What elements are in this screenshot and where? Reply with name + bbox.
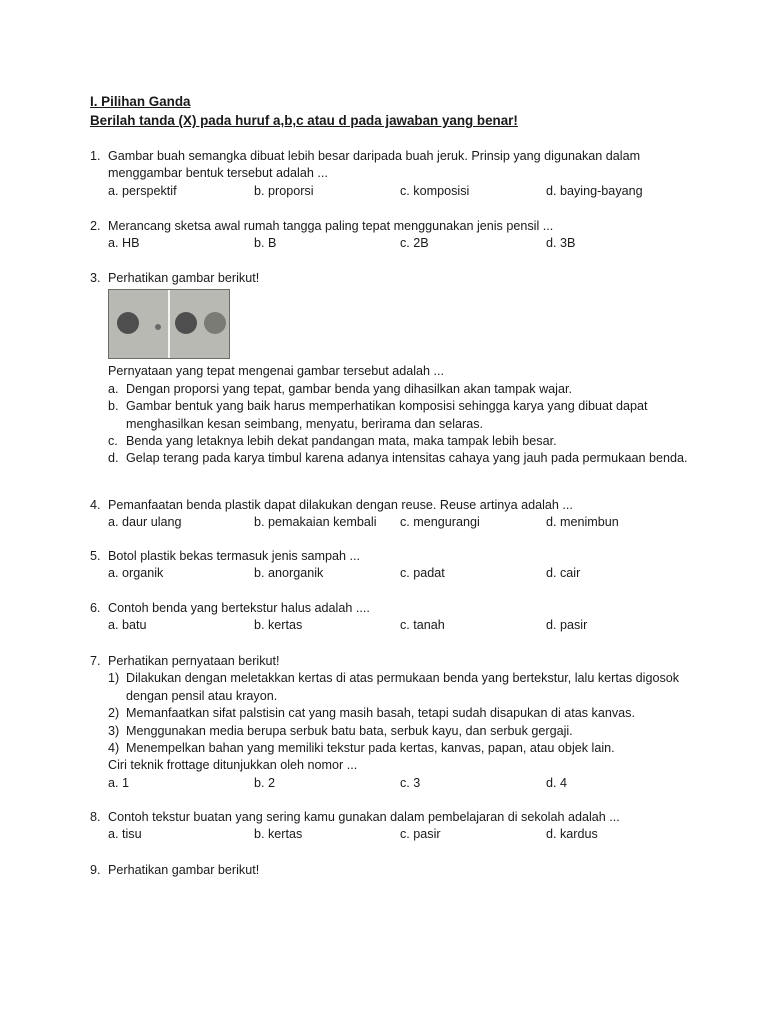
statement-text: Menggunakan media berupa serbuk batu bata, serbuk kayu, dan serbuk gergaji.	[126, 723, 573, 738]
statement-4	[108, 740, 690, 757]
answer-options	[108, 826, 690, 843]
statement-text: Menempelkan bahan yang memiliki tekstur pada kertas, kanvas, papan, atau objek lain.	[126, 741, 615, 756]
option-d[interactable]: d. baying-bayang	[546, 183, 643, 198]
question-number: 4.	[90, 498, 101, 512]
statement-text: Memanfaatkan sifat palstisin cat yang masih basah, tetapi sudah disapukan di atas kanvas.	[126, 706, 635, 721]
option-label: c.	[108, 434, 118, 449]
option-c[interactable]: c. padat	[400, 566, 445, 581]
small-circle	[155, 324, 161, 330]
statement-1	[108, 670, 690, 705]
statement-2	[108, 705, 690, 722]
option-d[interactable]: d. menimbun	[546, 515, 619, 530]
option-c[interactable]: c. tanah	[400, 618, 445, 633]
option-a[interactable]: a. HB	[108, 236, 140, 251]
option-d[interactable]: d. 3B	[546, 236, 576, 251]
panel-divider	[168, 290, 170, 358]
statement-3	[108, 723, 690, 740]
option-c[interactable]: c. 2B	[400, 236, 429, 251]
option-d[interactable]: d. 4	[546, 775, 568, 790]
answer-options	[108, 183, 690, 200]
option-a[interactable]: a. batu	[108, 618, 147, 633]
question-prompt: Pernyataan yang tepat mengenai gambar tersebut adalah ...	[108, 364, 445, 379]
option-label: a.	[108, 381, 119, 396]
question-text: Perhatikan pernyataan berikut!	[108, 654, 280, 668]
option-d[interactable]: d. pasir	[546, 618, 588, 633]
question-3	[90, 270, 690, 468]
section-instruction: Berilah tanda (X) pada huruf a,b,c atau d pada jawaban yang benar!	[90, 113, 518, 128]
option-d[interactable]: d. kardus	[546, 827, 598, 842]
answer-options	[108, 514, 690, 531]
question-text: Pemanfaatan benda plastik dapat dilakukan dengan reuse. Reuse artinya adalah ...	[108, 498, 573, 512]
statement-text: Dilakukan dengan meletakkan kertas di atas permukaan benda yang bertekstur, lalu kertas digosok dengan pensil atau krayon.	[126, 671, 680, 703]
question-number: 9.	[90, 863, 101, 877]
question-8	[90, 809, 690, 844]
option-b[interactable]: b. proporsi	[254, 183, 314, 198]
option-label: d.	[108, 451, 119, 466]
question-5	[90, 548, 690, 583]
answer-options	[108, 617, 690, 634]
option-b[interactable]: b. 2	[254, 775, 276, 790]
option-b[interactable]: b. anorganik	[254, 566, 324, 581]
answer-options	[108, 565, 690, 582]
option-label: b.	[108, 399, 119, 414]
option-b[interactable]: b. kertas	[254, 618, 303, 633]
question-text: Perhatikan gambar berikut!	[108, 863, 260, 877]
option-b[interactable]	[108, 398, 690, 433]
large-circle	[117, 312, 139, 334]
question-text: Perhatikan gambar berikut!	[108, 271, 260, 285]
option-d[interactable]	[108, 450, 690, 467]
option-c[interactable]: c. pasir	[400, 827, 441, 842]
question-number: 2.	[90, 219, 101, 233]
dark-circle	[175, 312, 197, 334]
light-circle	[204, 312, 226, 334]
option-b[interactable]: b. pemakaian kembali	[254, 515, 377, 530]
question-prompt: Ciri teknik frottage ditunjukkan oleh nomor ...	[108, 758, 358, 773]
question-4	[90, 497, 690, 532]
option-text: Dengan proporsi yang tepat, gambar benda yang dihasilkan akan tampak wajar.	[126, 381, 572, 396]
statement-label: 2)	[108, 706, 120, 721]
question-number: 6.	[90, 601, 101, 615]
question-9	[90, 862, 690, 879]
statement-label: 1)	[108, 671, 120, 686]
question-6	[90, 600, 690, 635]
question-text: Gambar buah semangka dibuat lebih besar daripada buah jeruk. Prinsip yang digunakan dalam menggambar bentuk tersebut adalah ...	[108, 149, 641, 181]
statement-label: 3)	[108, 723, 120, 738]
option-c[interactable]: c. komposisi	[400, 183, 470, 198]
question-number: 5.	[90, 549, 101, 563]
question-7	[90, 653, 690, 792]
question-text: Merancang sketsa awal rumah tangga paling tepat menggunakan jenis pensil ...	[108, 219, 554, 233]
option-c[interactable]: c. 3	[400, 775, 421, 790]
answer-options	[108, 775, 690, 792]
question-text: Botol plastik bekas termasuk jenis sampah ...	[108, 549, 360, 563]
section-title: I. Pilihan Ganda	[90, 94, 191, 109]
question-number: 3.	[90, 271, 101, 285]
option-text: Gambar bentuk yang baik harus memperhatikan komposisi sehingga karya yang dibuat dapat menghasilkan kesan seimbang, menyatu, berirama dan selaras.	[126, 399, 648, 431]
option-a[interactable]	[108, 381, 690, 398]
option-a[interactable]: a. daur ulang	[108, 515, 182, 530]
option-text: Gelap terang pada karya timbul karena adanya intensitas cahaya yang jauh pada permukaan benda.	[126, 451, 688, 466]
question-number: 8.	[90, 810, 101, 824]
option-a[interactable]: a. tisu	[108, 827, 142, 842]
answer-options	[108, 235, 690, 252]
question-number: 1.	[90, 149, 101, 163]
question-1	[90, 148, 690, 200]
option-a[interactable]: a. organik	[108, 566, 164, 581]
perspective-circles-image	[108, 289, 230, 359]
question-text: Contoh benda yang bertekstur halus adalah ....	[108, 601, 370, 615]
question-text: Contoh tekstur buatan yang sering kamu gunakan dalam pembelajaran di sekolah adalah ...	[108, 810, 620, 824]
question-number: 7.	[90, 654, 101, 668]
option-b[interactable]: b. kertas	[254, 827, 303, 842]
option-text: Benda yang letaknya lebih dekat pandangan mata, maka tampak lebih besar.	[126, 434, 557, 449]
option-d[interactable]: d. cair	[546, 566, 581, 581]
option-c[interactable]: c. mengurangi	[400, 515, 480, 530]
statement-label: 4)	[108, 741, 120, 756]
answer-options	[108, 381, 690, 468]
option-c[interactable]	[108, 433, 690, 450]
option-a[interactable]: a. 1	[108, 775, 130, 790]
question-2	[90, 218, 690, 253]
option-b[interactable]: b. B	[254, 236, 277, 251]
statement-list	[108, 670, 690, 757]
option-a[interactable]: a. perspektif	[108, 183, 177, 198]
